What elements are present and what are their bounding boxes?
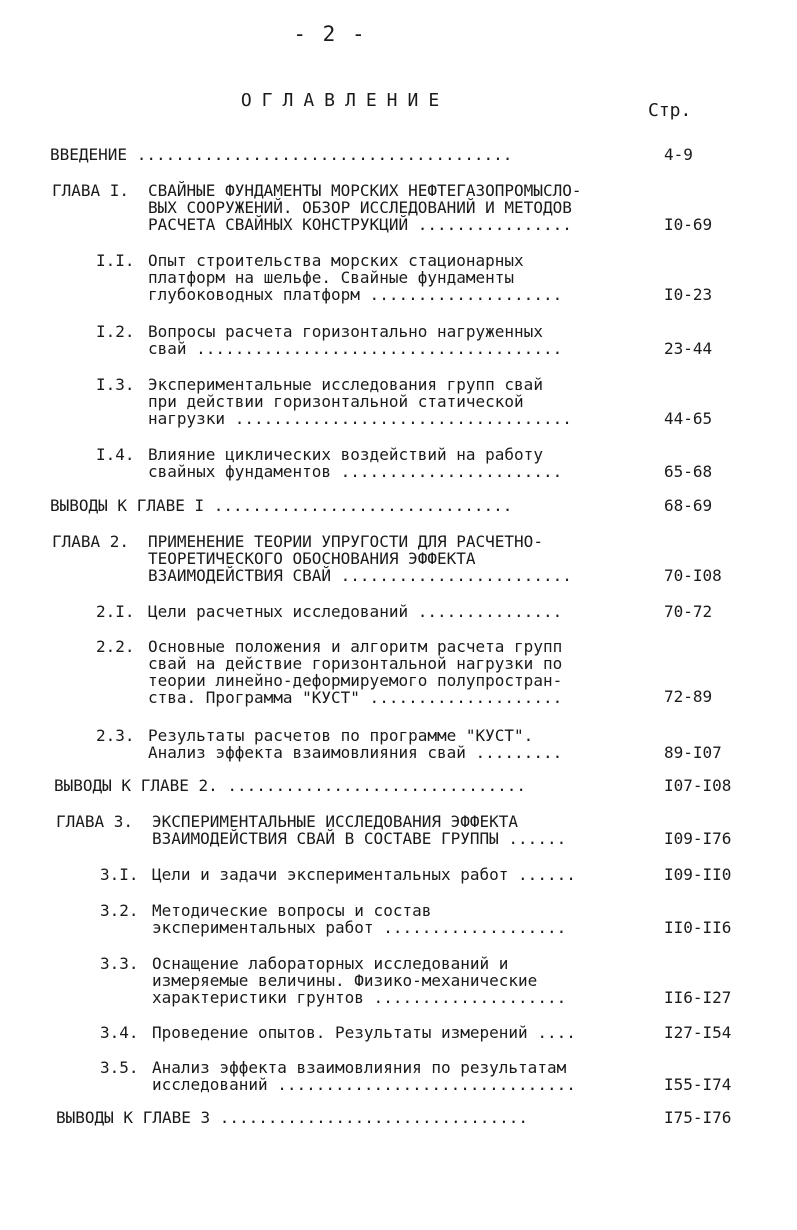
toc-entry-number: ГЛАВА I. [52,181,130,200]
toc-entry-title-line: свай ...................................... [148,339,563,358]
toc-entry-title-line: Оснащение лабораторных исследований и [152,954,509,973]
toc-entry-number: 2.2. [96,637,135,656]
toc-entry-number: I.2. [96,322,135,341]
toc-entry-title-line: Основные положения и алгоритм расчета групп [148,637,563,656]
toc-entry-number: ГЛАВА 2. [52,532,130,551]
toc-entry-title-line: ВЗАИМОДЕЙСТВИЯ СВАЙ ........................ [148,566,572,585]
toc-entry-title-line: свай на действие горизонтальной нагрузки по [148,654,563,673]
toc-entry-title-line: СВАЙНЫЕ ФУНДАМЕНТЫ МОРСКИХ НЕФТЕГАЗОПРОМЫСЛО- [148,181,582,200]
toc-entry-pages: I07-I08 [664,776,732,795]
toc-entry-title-line: нагрузки ................................... [148,409,572,428]
pages-column-header: Стр. [648,100,692,121]
toc-entry-title-line: Опыт строительства морских стационарных [148,251,524,270]
toc-entry-title-line: свайных фундаментов ....................... [148,462,563,481]
toc-entry-title-line: характеристики грунтов .................... [152,988,567,1007]
toc-entry-title-line: ВЗАИМОДЕЙСТВИЯ СВАЙ В СОСТАВЕ ГРУППЫ ...... [152,829,567,848]
toc-entry-number: 2.I. [96,602,135,621]
toc-entry-number: I.I. [96,251,135,270]
toc-entry-pages: I0-23 [664,285,713,304]
toc-entry-number: 3.5. [100,1058,139,1077]
toc-entry-title-line: исследований ............................... [152,1075,576,1094]
toc-entry-number: I.3. [96,375,135,394]
toc-entry-number: 3.2. [100,901,139,920]
toc-entry-pages: 44-65 [664,409,713,428]
toc-entry-title-line: Цели расчетных исследований ............... [148,602,563,621]
toc-entry-number: 2.3. [96,726,135,745]
toc-entry-pages: 68-69 [664,496,713,515]
toc-entry-pages: I55-I74 [664,1075,732,1094]
toc-entry-number: 3.4. [100,1023,139,1042]
toc-entry-number: 3.3. [100,954,139,973]
toc-entry-title-line: ства. Программа "КУСТ" .................... [148,688,563,707]
toc-entry-number: ГЛАВА 3. [56,812,134,831]
toc-entry-title-line: Цели и задачи экспериментальных работ ...... [152,865,576,884]
toc-entry-title-line: Анализ эффекта взаимовлияния по результатам [152,1058,567,1077]
toc-entry-pages: I27-I54 [664,1023,732,1042]
toc-entry-title-line: ВЫВОДЫ К ГЛАВЕ I ............................... [50,496,513,515]
toc-entry-pages: 4-9 [664,145,693,164]
toc-entry-title-line: Результаты расчетов по программе "КУСТ". [148,726,534,745]
toc-entry-pages: 23-44 [664,339,713,358]
toc-entry-title-line: теории линейно-деформируемого полупростран- [148,671,563,690]
toc-entry-title-line: ВЫВОДЫ К ГЛАВЕ 2. ............................... [54,776,527,795]
toc-entry-title-line: ТЕОРЕТИЧЕСКОГО ОБОСНОВАНИЯ ЭФФЕКТА [148,549,476,568]
toc-entry-title-line: Проведение опытов. Результаты измерений .... [152,1023,576,1042]
toc-entry-pages: I75-I76 [664,1108,732,1127]
toc-entry-pages: 70-I08 [664,566,722,585]
toc-entry-title-line: ВЫВОДЫ К ГЛАВЕ 3 ................................ [56,1108,529,1127]
toc-entry-title-line: ВВЕДЕНИЕ ....................................... [50,145,513,164]
toc-entry-title-line: Методические вопросы и состав [152,901,432,920]
toc-entry-title-line: Вопросы расчета горизонтально нагруженных [148,322,543,341]
toc-entry-pages: 70-72 [664,602,713,621]
toc-entry-title-line: РАСЧЕТА СВАЙНЫХ КОНСТРУКЦИЙ ................ [148,215,572,234]
toc-entry-pages: I0-69 [664,215,713,234]
toc-entry-title-line: ВЫХ СООРУЖЕНИЙ. ОБЗОР ИССЛЕДОВАНИЙ И МЕТОДОВ [148,198,572,217]
toc-entry-title-line: глубоководных платформ .................... [148,285,563,304]
toc-entry-title-line: при действии горизонтальной статической [148,392,524,411]
toc-entry-number: I.4. [96,445,135,464]
toc-entry-pages: 65-68 [664,462,713,481]
toc-entry-title-line: ЭКСПЕРИМЕНТАЛЬНЫЕ ИССЛЕДОВАНИЯ ЭФФЕКТА [152,812,519,831]
toc-entry-title-line: экспериментальных работ ................... [152,918,567,937]
toc-entry-pages: II6-I27 [664,988,732,1007]
toc-entry-pages: I09-II0 [664,865,732,884]
toc-entry-title-line: Влияние циклических воздействий на работу [148,445,543,464]
toc-entry-title-line: измеряемые величины. Физико-механические [152,971,538,990]
toc-entry-title-line: Анализ эффекта взаимовлияния свай ......... [148,743,563,762]
toc-entry-pages: II0-II6 [664,918,732,937]
toc-entry-pages: I09-I76 [664,829,732,848]
page-title: ОГЛАВЛЕНИЕ [240,90,450,111]
toc-entry-title-line: ПРИМЕНЕНИЕ ТЕОРИИ УПРУГОСТИ ДЛЯ РАСЧЕТНО- [148,532,543,551]
toc-entry-title-line: платформ на шельфе. Свайные фундаменты [148,268,515,287]
page-number: - 2 - [293,22,367,46]
toc-entry-title-line: Экспериментальные исследования групп свай [148,375,543,394]
toc-entry-number: 3.I. [100,865,139,884]
toc-entry-pages: 72-89 [664,687,713,706]
toc-entry-pages: 89-I07 [664,743,722,762]
